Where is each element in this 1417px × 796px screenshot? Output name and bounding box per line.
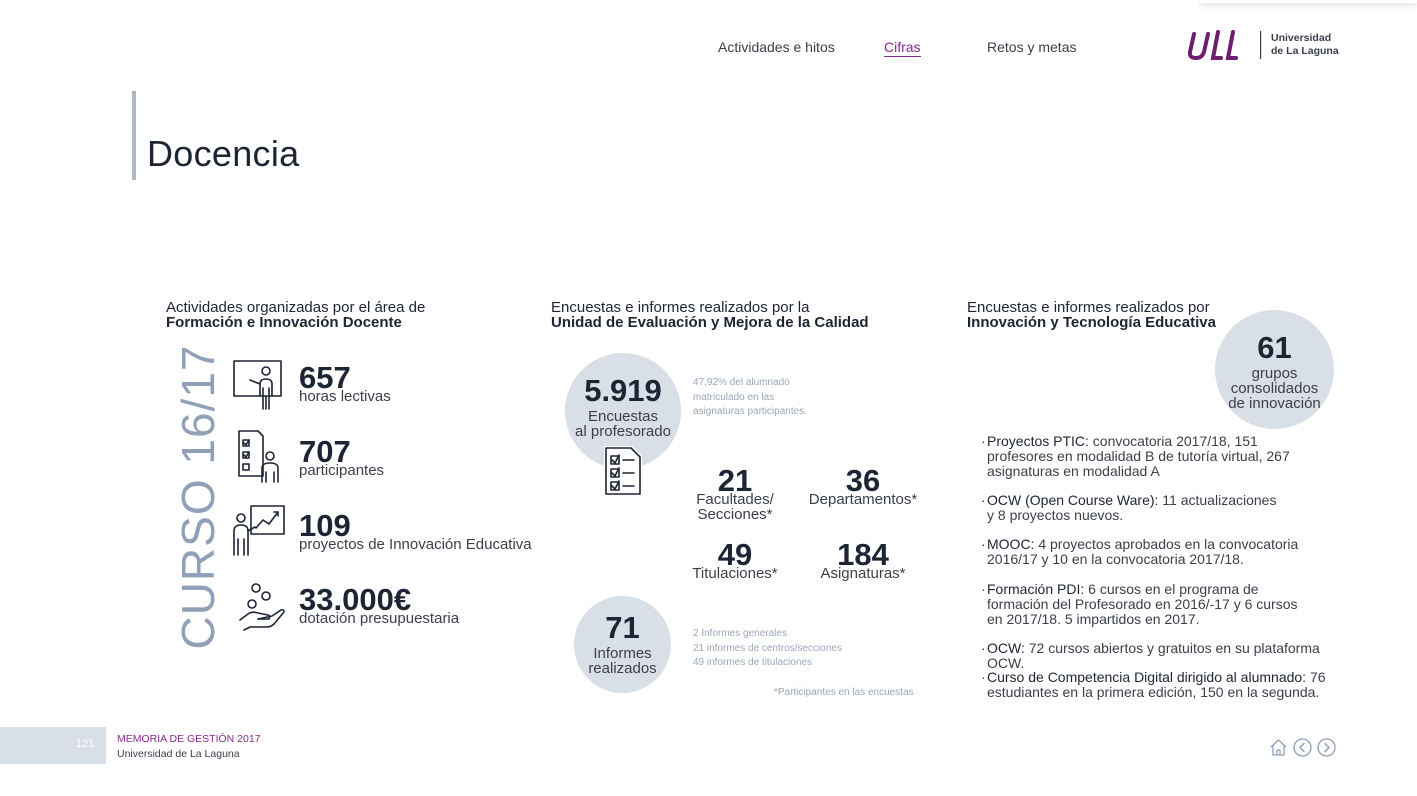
- presenter-chart-icon: [231, 503, 287, 557]
- survey-document-icon: [600, 442, 646, 498]
- grupos-circle: 61 grupos consolidados de innovación: [1215, 310, 1334, 429]
- list-item: · MOOC: 4 proyectos aprobados en la convocatoria 2016/17 y 10 en la convocatoria 2017/18.: [981, 536, 1299, 567]
- departamentos-label: Departamentos*: [808, 491, 918, 508]
- top-edge-shadow: [1200, 0, 1417, 3]
- middle-column-header: Encuestas e informes realizados por la Unidad de Evaluación y Mejora de la Calidad: [551, 299, 869, 331]
- titulaciones-label: Titulaciones*: [692, 565, 778, 582]
- right-column-header: Encuestas e informes realizados por Innovación y Tecnología Educativa: [967, 299, 1216, 331]
- page-title: Docencia: [147, 133, 300, 174]
- encuestas-circle: 5.919 Encuestas al profesorado: [565, 353, 681, 469]
- footer-title: MEMORIA DE GESTIÓN 2017: [117, 733, 261, 745]
- checklist-person-icon: [236, 428, 282, 484]
- encuestas-value: 5.919: [584, 373, 662, 408]
- teacher-board-icon: [232, 358, 286, 412]
- left-column-header: Actividades organizadas por el área de Formación e Innovación Docente: [166, 299, 426, 331]
- list-item: · Proyectos PTIC: convocatoria 2017/18, 151 profesores en modalidad B de tutoría virtual, 267 asignaturas en modalidad A: [981, 433, 1290, 479]
- list-item: · OCW (Open Course Ware): 11 actualizaciones y 8 proyectos nuevos.: [981, 492, 1277, 523]
- page-number: 121: [76, 738, 95, 750]
- nav-cifras[interactable]: Cifras: [884, 39, 921, 55]
- logo-wordmark: Universidad de La Laguna: [1271, 32, 1339, 57]
- stat-label: horas lectivas: [299, 388, 391, 405]
- departamentos-value: 36: [845, 463, 881, 498]
- list-item: · Formación PDI: 6 cursos en el programa de formación del Profesorado en 2016/-17 y 6 cursos en 2017/18. 5 impartidos en 2017.: [981, 581, 1298, 627]
- hand-coins-icon: [238, 582, 286, 632]
- curso-label: CURSO 16/17: [172, 344, 224, 650]
- stat-value: 657: [299, 360, 351, 395]
- list-item: · Curso de Competencia Digital dirigido al alumnado: 76 estudiantes en la primera edición, 150 en la segunda.: [981, 669, 1326, 700]
- participantes-footnote: *Participantes en las encuestas: [774, 687, 914, 698]
- informes-circle: 71 Informes realizados: [574, 596, 671, 693]
- asignaturas-value: 184: [837, 537, 889, 572]
- stat-label: participantes: [299, 462, 385, 479]
- informes-value: 71: [605, 610, 640, 645]
- home-icon[interactable]: [1269, 738, 1288, 757]
- stat-label: dotación presupuestaria: [299, 610, 460, 627]
- titulaciones-value: 49: [717, 537, 753, 572]
- grupos-value: 61: [1257, 330, 1292, 365]
- footer-subtitle: Universidad de La Laguna: [117, 748, 240, 760]
- stat-value: 33.000€: [299, 582, 412, 617]
- next-icon[interactable]: [1317, 738, 1336, 757]
- nav-actividades-hitos[interactable]: Actividades e hitos: [718, 39, 835, 55]
- title-accent-bar: [132, 91, 136, 180]
- stat-label: proyectos de Innovación Educativa: [299, 536, 532, 553]
- stat-value: 109: [299, 508, 351, 543]
- nav-retos-metas[interactable]: Retos y metas: [987, 39, 1077, 55]
- encuestas-note: 47,92% del alumnado matriculado en las asignaturas participantes.: [693, 377, 807, 417]
- stat-value: 707: [299, 434, 351, 469]
- asignaturas-label: Asignaturas*: [820, 565, 906, 582]
- facultades-value: 21: [717, 463, 753, 498]
- previous-icon[interactable]: [1293, 738, 1312, 757]
- facultades-label: Facultades/ Secciones*: [696, 491, 774, 523]
- informes-note: 2 Informes generales 21 informes de centros/secciones 49 informes de titulaciones: [693, 628, 842, 668]
- list-item: · OCW: 72 cursos abiertos y gratuitos en su plataforma OCW.: [981, 640, 1320, 671]
